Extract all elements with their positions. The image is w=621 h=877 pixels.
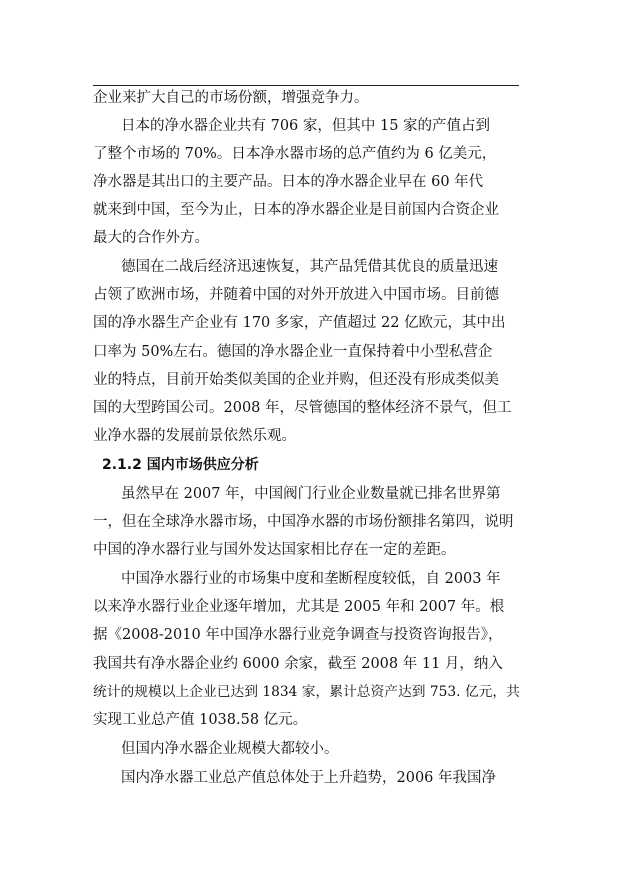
- text-line: 占领了欧洲市场，并随着中国的对外开放进入中国市场。目前德: [93, 287, 499, 303]
- text-line: 但国内净水器企业规模大都较小。: [121, 741, 339, 757]
- text-line: 就来到中国，至今为止，日本的净水器企业是目前国内合资企业: [93, 202, 499, 218]
- text-line: 国的大型跨国公司。2008 年，尽管德国的整体经济不景气，但工: [93, 400, 512, 416]
- text-line: 统计的规模以上企业已达到 1834 家，累计总资产达到 753. 亿元，共: [93, 684, 520, 700]
- text-line: 最大的合作外方。: [93, 230, 209, 246]
- section-heading: 2.1.2 国内市场供应分析: [102, 457, 259, 473]
- text-line: 国的净水器生产企业有 170 多家，产值超过 22 亿欧元，其中出: [93, 315, 506, 331]
- text-line: 国内净水器工业总产值总体处于上升趋势，2006 年我国净: [121, 770, 497, 786]
- text-line: 我国共有净水器企业约 6000 余家，截至 2008 年 11 月，纳入: [93, 656, 503, 672]
- text-line: 德国在二战后经济迅速恢复，其产品凭借其优良的质量迅速: [121, 259, 498, 275]
- text-line: 中国净水器行业的市场集中度和垄断程度较低，自 2003 年: [121, 571, 501, 587]
- text-line: 了整个市场的 70%。日本净水器市场的总产值约为 6 亿美元，: [93, 146, 497, 162]
- text-line: 业的特点，目前开始类似美国的企业并购，但还没有形成类似美: [93, 372, 499, 388]
- text-line: 虽然早在 2007 年，中国阀门行业企业数量就已排名世界第: [121, 486, 501, 502]
- text-line: 实现工业总产值 1038.58 亿元。: [93, 712, 308, 728]
- text-line: 据《2008-2010 年中国净水器行业竞争调查与投资咨询报告》，: [93, 627, 503, 643]
- text-line: 中国的净水器行业与国外发达国家相比存在一定的差距。: [93, 542, 456, 558]
- text-line: 日本的净水器企业共有 706 家，但其中 15 家的产值占到: [121, 118, 491, 134]
- text-line: 口率为 50%左右。德国的净水器企业一直保持着中小型私营企: [93, 344, 493, 360]
- text-line: 业净水器的发展前景依然乐观。: [93, 428, 296, 444]
- text-line: 企业来扩大自己的市场份额，增强竞争力。: [93, 90, 369, 106]
- text-line: 净水器是其出口的主要产品。日本的净水器企业早在 60 年代: [93, 174, 484, 190]
- text-line: 一，但在全球净水器市场，中国净水器的市场份额排名第四，说明: [93, 514, 514, 530]
- text-line: 以来净水器行业企业逐年增加，尤其是 2005 年和 2007 年。根: [93, 599, 505, 615]
